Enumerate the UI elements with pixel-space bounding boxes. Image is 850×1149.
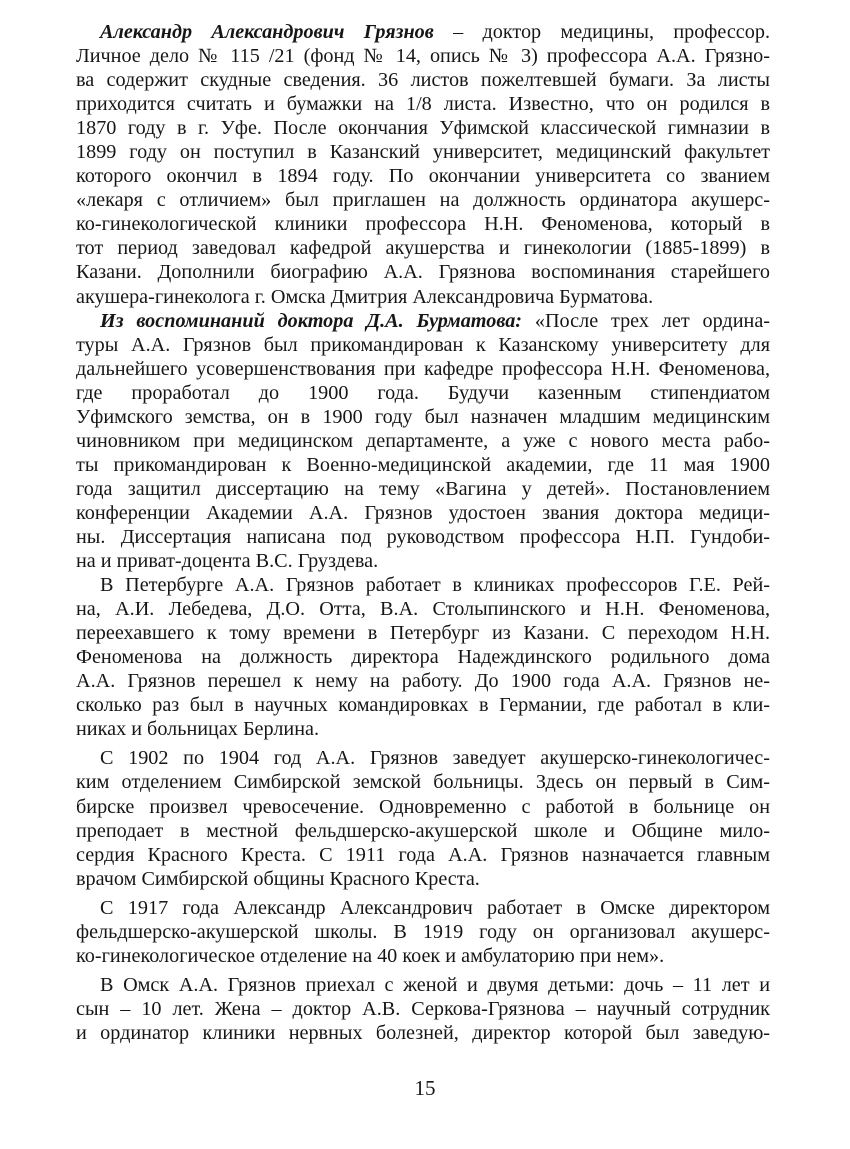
text-line bbox=[76, 1021, 770, 1045]
text-line bbox=[76, 236, 770, 260]
line-text: ко-гинекологической клиники профессора Н.Н. Феноменова, который в bbox=[76, 213, 770, 236]
text-line bbox=[76, 621, 770, 645]
text-line bbox=[76, 405, 770, 429]
line-text: 1870 году в г. Уфе. После окончания Уфимской классической гимназии в bbox=[76, 117, 770, 140]
line-text: Уфимского земства, он в 1900 году был назначен младшим медицинским bbox=[76, 405, 770, 428]
line-text: которого окончил в 1894 году. По окончании университета со званием bbox=[76, 165, 770, 188]
line-text: Казани. Дополнили биографию А.А. Грязнова воспоминания старейшего bbox=[76, 261, 770, 284]
text-line bbox=[76, 44, 770, 68]
text-line bbox=[76, 795, 770, 819]
line-text: туры А.А. Грязнов был прикомандирован к Казанскому университету для bbox=[76, 333, 770, 356]
text-line bbox=[76, 68, 770, 92]
text-line bbox=[76, 896, 770, 920]
line-text: приходится считать и бумажки на 1/8 листа. Известно, что он родился в bbox=[76, 93, 770, 116]
line-text: Личное дело № 115 /21 (фонд № 14, опись № 3) профессора А.А. Грязно- bbox=[76, 45, 770, 68]
line-text: сколько раз был в научных командировках в Германии, где работал в кли- bbox=[76, 694, 770, 717]
line-text: «лекаря с отличием» был приглашен на должность ординатора акушерс- bbox=[76, 189, 770, 212]
line-text: никах и больницах Берлина. bbox=[76, 718, 320, 741]
line-text: конференции Академии А.А. Грязнов удостоен звания доктора медици- bbox=[76, 501, 770, 524]
line-text: ны. Диссертация написана под руководством профессора Н.П. Гундоби- bbox=[76, 525, 770, 548]
text-line bbox=[76, 260, 770, 284]
text-line bbox=[76, 549, 770, 573]
line-text: ким отделением Симбирской земской больницы. Здесь он первый в Сим- bbox=[76, 771, 770, 794]
text-line bbox=[76, 501, 770, 525]
text-line bbox=[76, 381, 770, 405]
text-line bbox=[76, 20, 770, 44]
text-line bbox=[76, 429, 770, 453]
text-line bbox=[76, 669, 770, 693]
line-text: преподает в местной фельдшерско-акушерской школе и Общине мило- bbox=[76, 819, 770, 842]
text-line bbox=[76, 770, 770, 794]
paragraph-heading: Александр Александрович Грязнов bbox=[100, 21, 434, 43]
text-line bbox=[76, 140, 770, 164]
line-text: С 1902 по 1904 год А.А. Грязнов заведует акушерско-гинекологичес- bbox=[100, 747, 770, 770]
line-text: В Омск А.А. Грязнов приехал с женой и двумя детьми: дочь – 11 лет и bbox=[100, 973, 770, 996]
text-line bbox=[76, 164, 770, 188]
text-line bbox=[76, 357, 770, 381]
line-text: врачом Симбирской общины Красного Креста. bbox=[76, 867, 480, 890]
line-text: С 1917 года Александр Александрович работает в Омске директором bbox=[100, 896, 770, 919]
line-text: ко-гинекологическое отделение на 40 коек и амбулаторию при нем». bbox=[76, 944, 665, 967]
text-line bbox=[76, 285, 770, 309]
text-line bbox=[76, 309, 770, 333]
line-text: ва содержит скудные сведения. 36 листов пожелтевшей бумаги. За листы bbox=[76, 69, 770, 92]
line-text: акушера-гинеколога г. Омска Дмитрия Александровича Бурматова. bbox=[76, 285, 654, 308]
text-line bbox=[76, 453, 770, 477]
line-text: фельдшерско-акушерской школы. В 1919 году он организовал акушерс- bbox=[76, 920, 770, 943]
line-text: А.А. Грязнов перешел к нему на работу. До 1900 года А.А. Грязнов не- bbox=[76, 670, 770, 693]
paragraph-heading: Из воспоминаний доктора Д.А. Бурматова: bbox=[100, 309, 523, 332]
document-body bbox=[76, 20, 770, 1045]
text-line bbox=[76, 92, 770, 116]
text-line bbox=[76, 188, 770, 212]
text-line bbox=[76, 333, 770, 357]
text-line bbox=[76, 819, 770, 843]
line-text: 1899 году он поступил в Казанский университет, медицинский факультет bbox=[76, 141, 770, 164]
line-text: на, А.И. Лебедева, Д.О. Отта, В.А. Столыпинского и Н.Н. Феноменова, bbox=[76, 598, 770, 621]
line-text: дальнейшего усовершенствования при кафедре профессора Н.Н. Феноменова, bbox=[76, 357, 770, 380]
line-text: бирске произвел чревосечение. Одновременно с работой в больнице он bbox=[76, 795, 770, 818]
text-line bbox=[76, 867, 770, 891]
page-number: 15 bbox=[414, 1076, 436, 1100]
line-text: и ординатор клиники нервных болезней, директор которой был заведую- bbox=[76, 1021, 770, 1044]
text-line bbox=[76, 944, 770, 968]
text-line bbox=[76, 973, 770, 997]
line-text: переехавшего к тому времени в Петербург из Казани. С переходом Н.Н. bbox=[76, 622, 770, 645]
line-text: чиновником при медицинском департаменте, а уже с нового места рабо- bbox=[76, 429, 770, 452]
text-line bbox=[76, 525, 770, 549]
text-line bbox=[76, 212, 770, 236]
text-line bbox=[76, 843, 770, 867]
text-line bbox=[76, 920, 770, 944]
text-line bbox=[76, 477, 770, 501]
line-text: тот период заведовал кафедрой акушерства и гинекологии (1885-1899) в bbox=[76, 237, 770, 260]
line-text: Феноменова на должность директора Надеждинского родильного дома bbox=[76, 646, 770, 669]
line-text: ты прикомандирован к Военно-медицинской академии, где 11 мая 1900 bbox=[76, 453, 770, 476]
line-text: года защитил диссертацию на тему «Вагина у детей». Постановлением bbox=[76, 477, 770, 500]
text-line bbox=[76, 645, 770, 669]
line-text: сын – 10 лет. Жена – доктор А.В. Серкова-Грязнова – научный сотрудник bbox=[76, 997, 770, 1020]
text-line bbox=[76, 597, 770, 621]
line-text: сердия Красного Креста. С 1911 года А.А. Грязнов назначается главным bbox=[76, 843, 770, 866]
text-line bbox=[76, 717, 770, 741]
text-line bbox=[76, 116, 770, 140]
text-line bbox=[76, 693, 770, 717]
text-line bbox=[76, 573, 770, 597]
line-text: В Петербурге А.А. Грязнов работает в клиниках профессоров Г.Е. Рей- bbox=[100, 574, 770, 597]
line-text: на и приват-доцента В.С. Груздева. bbox=[76, 550, 379, 573]
text-line bbox=[76, 997, 770, 1021]
line-text: – доктор медицины, профессор. bbox=[433, 21, 770, 43]
line-text: «После трех лет ордина- bbox=[522, 309, 770, 332]
text-line bbox=[76, 746, 770, 770]
line-text: где проработал до 1900 года. Будучи казенным стипендиатом bbox=[76, 381, 770, 404]
